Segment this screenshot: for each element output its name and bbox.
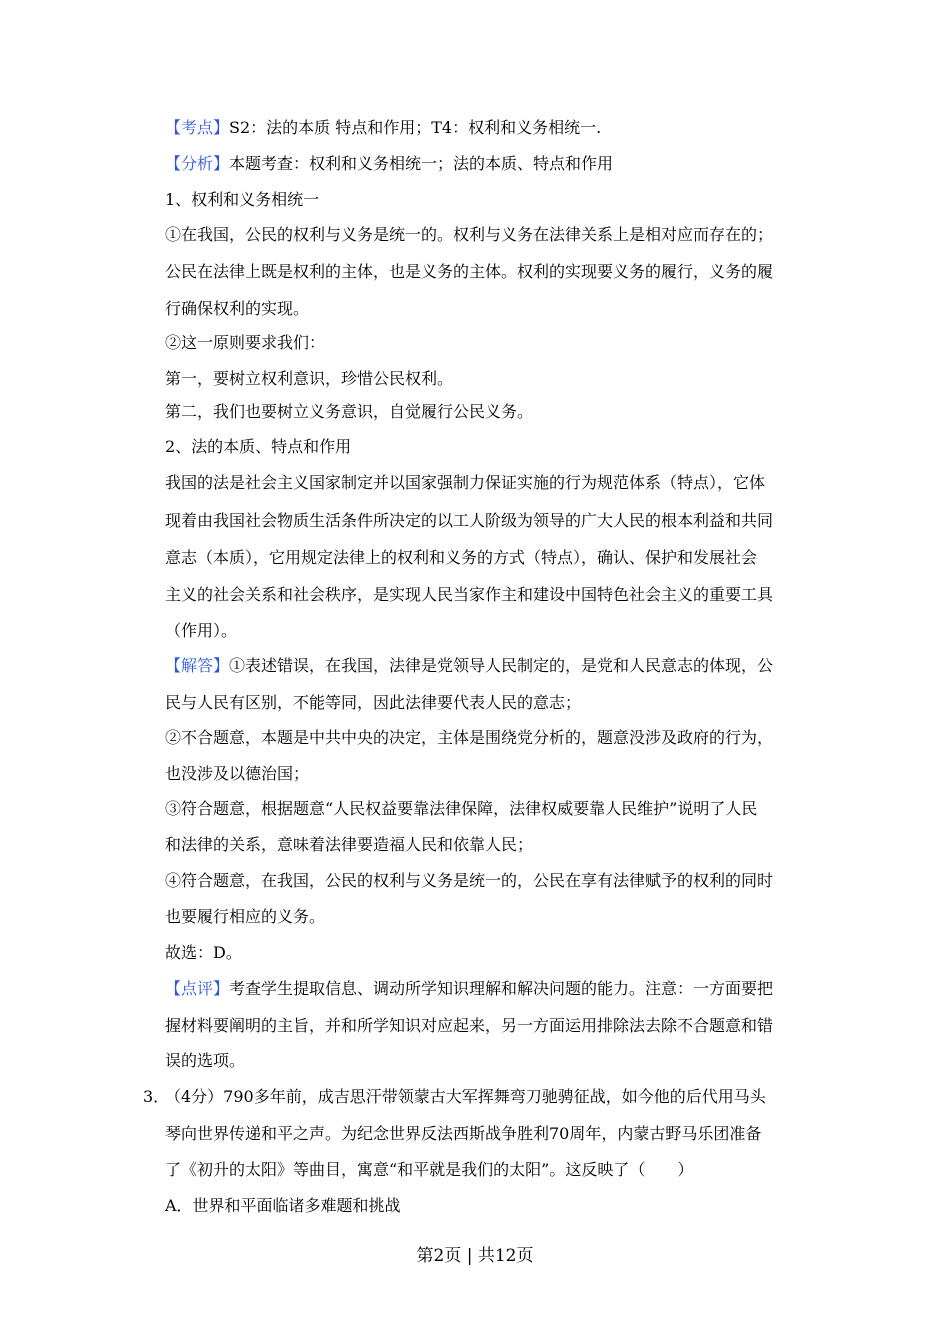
question-number: 3．: [143, 1087, 170, 1106]
jieda-text-line: 也没涉及以德治国；: [165, 764, 310, 783]
kaodian-tag: 【考点】: [165, 118, 230, 137]
question-line: 了《初升的太阳》等曲目，寓意“和平就是我们的太阳”。这反映了（ ）: [165, 1160, 694, 1179]
dianping-text-line: 误的选项。: [165, 1051, 246, 1070]
analysis-line: （作用）。: [165, 621, 238, 640]
jieda-text-line: ④符合题意，在我国，公民的权利与义务是统一的，公民在享有法律赋予的权利的同时: [165, 871, 774, 890]
page-footer: 第2页 | 共12页: [416, 1246, 534, 1266]
analysis-line: 公民在法律上既是权利的主体，也是义务的主体。权利的实现要义务的履行，义务的履: [165, 262, 774, 281]
fenxi-line: [165, 154, 810, 174]
answer-line: 故选：D。: [165, 943, 242, 962]
analysis-line: 意志（本质），它用规定法律上的权利和义务的方式（特点），确认、保护和发展社会: [165, 548, 758, 567]
dianping-text-line: 握材料要阐明的主旨，并和所学知识对应起来，另一方面运用排除法去除不合题意和错: [165, 1016, 774, 1035]
question-line: 琴向世界传递和平之声。为纪念世界反法西斯战争胜利70周年，内蒙古野马乐团准备: [165, 1124, 762, 1143]
jieda-line: [165, 656, 810, 676]
jieda-text-line: ③符合题意，根据题意“人民权益要靠法律保障，法律权威要靠人民维护”说明了人民: [165, 799, 758, 818]
question-option-a: A．世界和平面临诸多难题和挑战: [165, 1196, 401, 1215]
dianping-line: [165, 979, 810, 999]
jieda-text-line: 和法律的关系，意味着法律要造福人民和依靠人民；: [165, 835, 534, 854]
dianping-tag: 【点评】: [165, 979, 230, 998]
analysis-line: ②这一原则要求我们：: [165, 333, 326, 352]
kaodian-text: S2：法的本质 特点和作用；T4：权利和义务相统一.: [229, 118, 602, 137]
analysis-line: 现着由我国社会物质生活条件所决定的以工人阶级为领导的广大人民的根本利益和共同: [165, 511, 774, 530]
jieda-text-line: 也要履行相应的义务。: [165, 907, 326, 926]
analysis-line: 主义的社会关系和社会秩序，是实现人民当家作主和建设中国特色社会主义的重要工具: [165, 585, 774, 604]
jieda-tag: 【解答】: [165, 656, 230, 675]
analysis-line: 第二，我们也要树立义务意识，自觉履行公民义务。: [165, 402, 534, 421]
jieda-text-line: ②不合题意，本题是中共中央的决定，主体是围绕党分析的，题意没涉及政府的行为，: [165, 728, 774, 747]
analysis-line: 行确保权利的实现。: [165, 299, 310, 318]
analysis-line: 我国的法是社会主义国家制定并以国家强制力保证实施的行为规范体系（特点），它体: [165, 473, 766, 492]
dianping-first-text: 考查学生提取信息、调动所学知识理解和解决问题的能力。注意：一方面要把: [229, 979, 774, 998]
fenxi-text: 本题考查：权利和义务相统一；法的本质、特点和作用: [229, 154, 614, 173]
analysis-line: 1、权利和义务相统一: [165, 190, 320, 209]
fenxi-tag: 【分析】: [165, 154, 230, 173]
kaodian-line: [165, 118, 810, 138]
question-line: （4分）790多年前，成吉思汗带领蒙古大军挥舞弯刀驰骋征战，如今他的后代用马头: [165, 1087, 766, 1106]
analysis-line: ①在我国，公民的权利与义务是统一的。权利与义务在法律关系上是相对应而存在的；: [165, 225, 774, 244]
analysis-line: 第一，要树立权利意识，珍惜公民权利。: [165, 369, 454, 388]
jieda-first-text: ①表述错误，在我国，法律是党领导人民制定的，是党和人民意志的体现，公: [229, 656, 774, 675]
jieda-text-line: 民与人民有区别，不能等同，因此法律要代表人民的意志；: [165, 693, 582, 712]
analysis-line: 2、法的本质、特点和作用: [165, 437, 352, 456]
